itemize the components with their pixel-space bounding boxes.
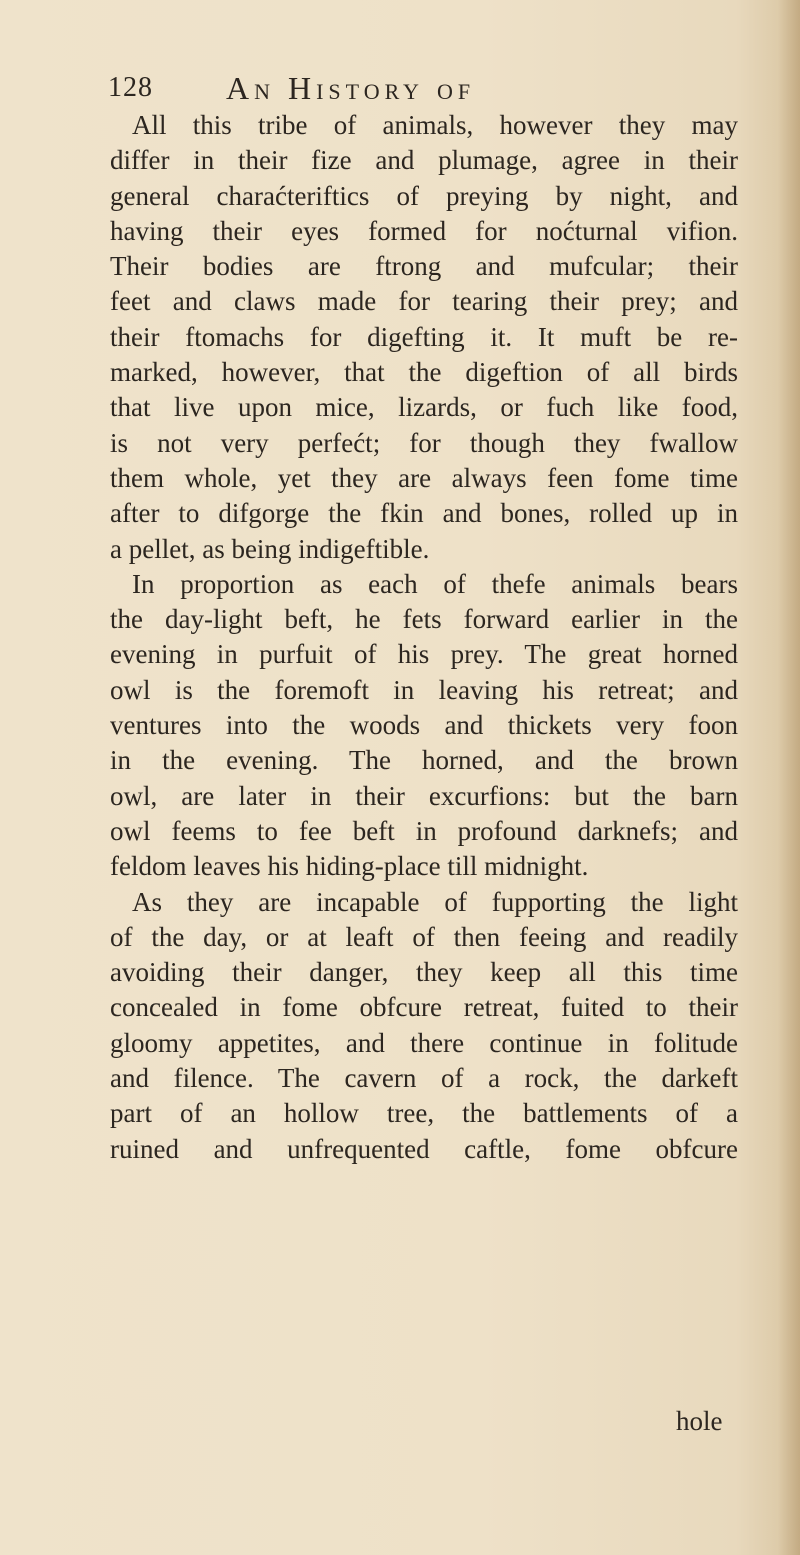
text-line: and filence. The cavern of a rock, the darkeft	[110, 1063, 738, 1094]
catchword: hole	[676, 1406, 723, 1436]
text-line: Their bodies are ftrong and mufcular; their	[110, 251, 738, 282]
text-line: after to difgorge the fkin and bones, rolled up in	[110, 498, 738, 529]
text-line: is not very perfećt; for though they fwallow	[110, 427, 738, 458]
text-line: part of an hollow tree, the battlements of a	[110, 1098, 738, 1129]
text-line: owl, are later in their excurfions: but the barn	[110, 780, 738, 811]
text-line: the day-light beft, he fets forward earlier in the	[110, 604, 738, 635]
body-text	[110, 108, 738, 1167]
page-header	[108, 72, 708, 112]
text-line: marked, however, that the digeftion of all birds	[110, 357, 738, 388]
text-line: As they are incapable of fupporting the light	[132, 886, 738, 917]
running-head: An History of	[226, 70, 476, 106]
text-line: differ in their fize and plumage, agree in their	[110, 145, 738, 176]
page-edge-shadow	[778, 0, 800, 1555]
page-number: 128	[108, 72, 153, 103]
text-line: them whole, yet they are always feen fome time	[110, 462, 738, 493]
text-line: feldom leaves his hiding-place till midnight.	[110, 851, 589, 882]
text-line: feet and claws made for tearing their prey; and	[110, 286, 738, 317]
text-line: owl is the foremoft in leaving his retreat; and	[110, 674, 738, 705]
text-line: that live upon mice, lizards, or fuch like food,	[110, 392, 738, 423]
text-line: In proportion as each of thefe animals bears	[132, 568, 738, 599]
text-line: avoiding their danger, they keep all this time	[110, 957, 738, 988]
text-line: ruined and unfrequented caftle, fome obfcure	[110, 1133, 738, 1164]
text-line: concealed in fome obfcure retreat, fuited to their	[110, 992, 738, 1023]
text-line: owl feems to fee beft in profound darknefs; and	[110, 815, 738, 846]
text-line: a pellet, as being indigeftible.	[110, 533, 430, 564]
text-line: general charaćteriftics of preying by night, and	[110, 180, 738, 211]
text-line: ventures into the woods and thickets very foon	[110, 710, 738, 741]
text-line: of the day, or at leaft of then feeing and readily	[110, 921, 738, 952]
text-line: having their eyes formed for noćturnal vifion.	[110, 215, 738, 246]
text-line: their ftomachs for digefting it. It muft be re-	[110, 321, 738, 352]
text-line: All this tribe of animals, however they may	[132, 110, 738, 140]
text-line: gloomy appetites, and there continue in folitude	[110, 1027, 738, 1058]
text-line: in the evening. The horned, and the brown	[110, 745, 738, 776]
text-line: evening in purfuit of his prey. The great horned	[110, 639, 738, 670]
